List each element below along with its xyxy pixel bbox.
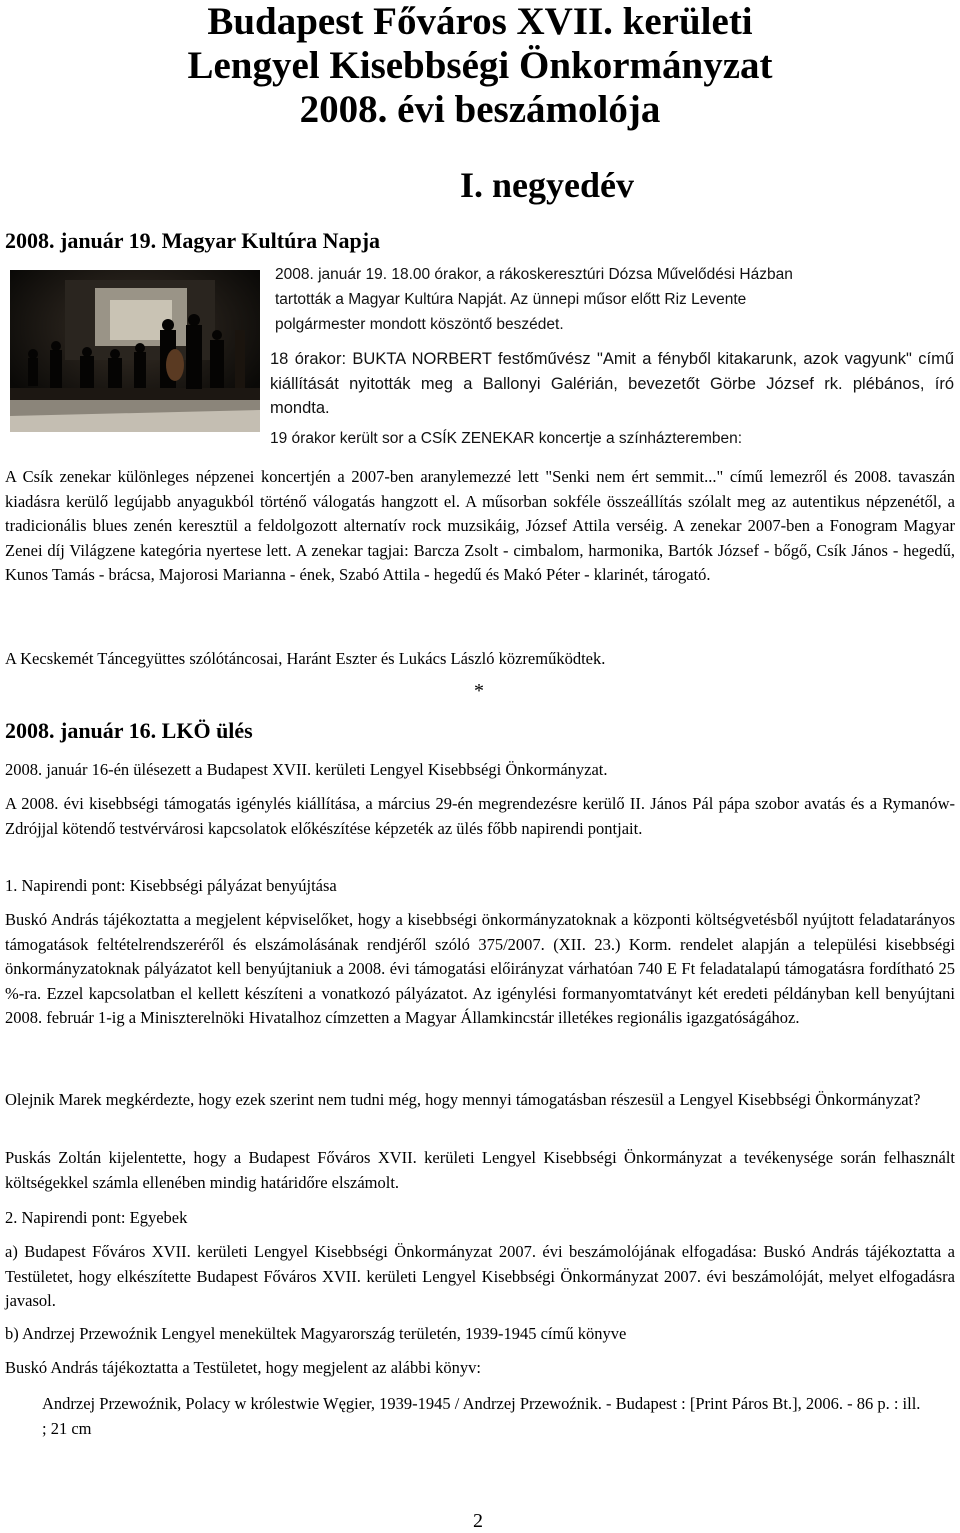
concert-photo: [10, 270, 260, 432]
event2-heading: 2008. január 16. LKÖ ülés: [5, 718, 253, 743]
intro-line-1: 2008. január 19. 18.00 órakor, a rákoskeresztúri Dózsa Művelődési Házban: [275, 266, 793, 283]
meeting-paragraph-8: Buskó András tájékoztatta a Testületet, hogy megjelent az alábbi könyv:: [5, 1358, 481, 1377]
stage-photo-image: [10, 270, 260, 432]
concert-intro: 19 órakor került sor a CSÍK ZENEKAR koncertje a színházteremben:: [270, 430, 743, 447]
exhibit-paragraph: 18 órakor: BUKTA NORBERT festőművész "Amit a fényből kitakarunk, azok vagyunk" című kiállítását nyitották meg a Ballonyi Galérián, bevezetőt Görbe József rk. plébános, író mondta.: [270, 350, 954, 417]
section-separator: *: [474, 680, 484, 702]
meeting-paragraph-3: Buskó András tájékoztatta a megjelent képviselőket, hogy a kisebbségi önkormányzatoknak a központi költségvetésből nyújtott feladatarányos támogatások feltételrendszeréről és elszámolásának rendjéről szóló 375/2007. (XII. 23.) Korm. rendelet alapján a települési kisebbségi önkormányzatoknak pályázatot kell benyújtaniuk a 2008. évi támogatási előirányzat várhatóan 740 E Ft feladatalapú támogatásra fordítható 25 %-ra. Ezzel kapcsolatban el kellett készíteni a vonatkozó pályázatot. Az igénylési formanyomtatványt két eredeti példányban kell benyújtani 2008. február 1-ig a Miniszterelnöki Hivatalhoz címzetten a Magyar Államkincstár illetékes regionális igazgatóságához.: [5, 910, 955, 1027]
title-line-2: Lengyel Kisebbségi Önkormányzat: [187, 44, 773, 87]
page-number: 2: [473, 1510, 483, 1532]
meeting-paragraph-6: a) Budapest Főváros XVII. kerületi Lengyel Kisebbségi Önkormányzat 2007. évi beszámolójának elfogadása: Buskó András tájékoztatta a Testületet, hogy elkészítette Budapest Főváros XVII. kerületi Lengyel Kisebbségi Önkormányzat 2007. évi beszámolóját, melyet elfogadásra javasol.: [5, 1242, 955, 1310]
meeting-paragraph-2: A 2008. évi kisebbségi támogatás igénylés kiállítása, a március 29-én megrendezésre kerülő II. János Pál pápa szobor avatás és a Rymanów-Zdrójjal kötendő testvérvárosi kapcsolatok előkészítése képzeték az ülés főbb napirendi pontjait.: [5, 794, 955, 838]
meeting-paragraph-1: 2008. január 16-én ülésezett a Budapest XVII. kerületi Lengyel Kisebbségi Önkormányzat.: [5, 760, 608, 779]
concert-description: A Csík zenekar különleges népzenei koncertjén a 2007-ben aranylemezzé lett "Senki nem ért semmit..." című lemezről és 2008. tavaszán kiadásra kerülő legújabb anyagukból történő válogatás hangzott el. A műsorban sokféle összeállítás szólalt meg az autentikus népzenétől, a tradicionális blues zenén keresztül a feldolgozott alternatív rock muzsikáig, József Attila verséig. A zenekar 2007-ben a Fonogram Magyar Zenei díj Világzene kategória nyertese lett. A zenekar tagjai: Barcza Zsolt - cimbalom, harmonika, Bartók József - bőgő, Csík János - hegedű, Kunos Tamás - brácsa, Majorosi Marianna - ének, Szabó Attila - hegedű és Makó Péter - klarinét, tárogató.: [5, 467, 955, 584]
book-citation: Andrzej Przewoźnik, Polacy w królestwie Węgier, 1939-1945 / Andrzej Przewoźnik. - Budapest : [Print Páros Bt.], 2006. - 86 p. : ill. ; 21 cm: [42, 1394, 921, 1438]
title-line-1: Budapest Főváros XVII. kerületi: [207, 0, 753, 43]
event1-heading: 2008. január 19. Magyar Kultúra Napja: [5, 228, 381, 253]
meeting-paragraph-5: Puskás Zoltán kijelentette, hogy a Budapest Főváros XVII. kerületi Lengyel Kisebbségi Önkormányzat a tevékenysége során felhasznált költségekkel számla ellenében mindig határidőre elszámolt.: [5, 1148, 955, 1192]
agenda-item-2: 2. Napirendi pont: Egyebek: [5, 1208, 188, 1227]
intro-line-2: tartották a Magyar Kultúra Napját. Az ünnepi műsor előtt Riz Levente: [275, 291, 747, 308]
agenda-item-1: 1. Napirendi pont: Kisebbségi pályázat benyújtása: [5, 876, 337, 895]
dancers-paragraph: A Kecskemét Táncegyüttes szólótáncosai, Haránt Eszter és Lukács László közreműködtek.: [5, 649, 606, 668]
meeting-paragraph-7: b) Andrzej Przewoźnik Lengyel menekültek Magyarország területén, 1939-1945 című könyve: [5, 1324, 627, 1343]
quarter-heading: I. negyedév: [460, 165, 634, 205]
meeting-paragraph-4: Olejnik Marek megkérdezte, hogy ezek szerint nem tudni még, hogy mennyi támogatásban részesül a Lengyel Kisebbségi Önkormányzat?: [5, 1090, 921, 1109]
intro-line-3: polgármester mondott köszöntő beszédet.: [275, 316, 564, 333]
title-line-3: 2008. évi beszámolója: [299, 88, 661, 131]
